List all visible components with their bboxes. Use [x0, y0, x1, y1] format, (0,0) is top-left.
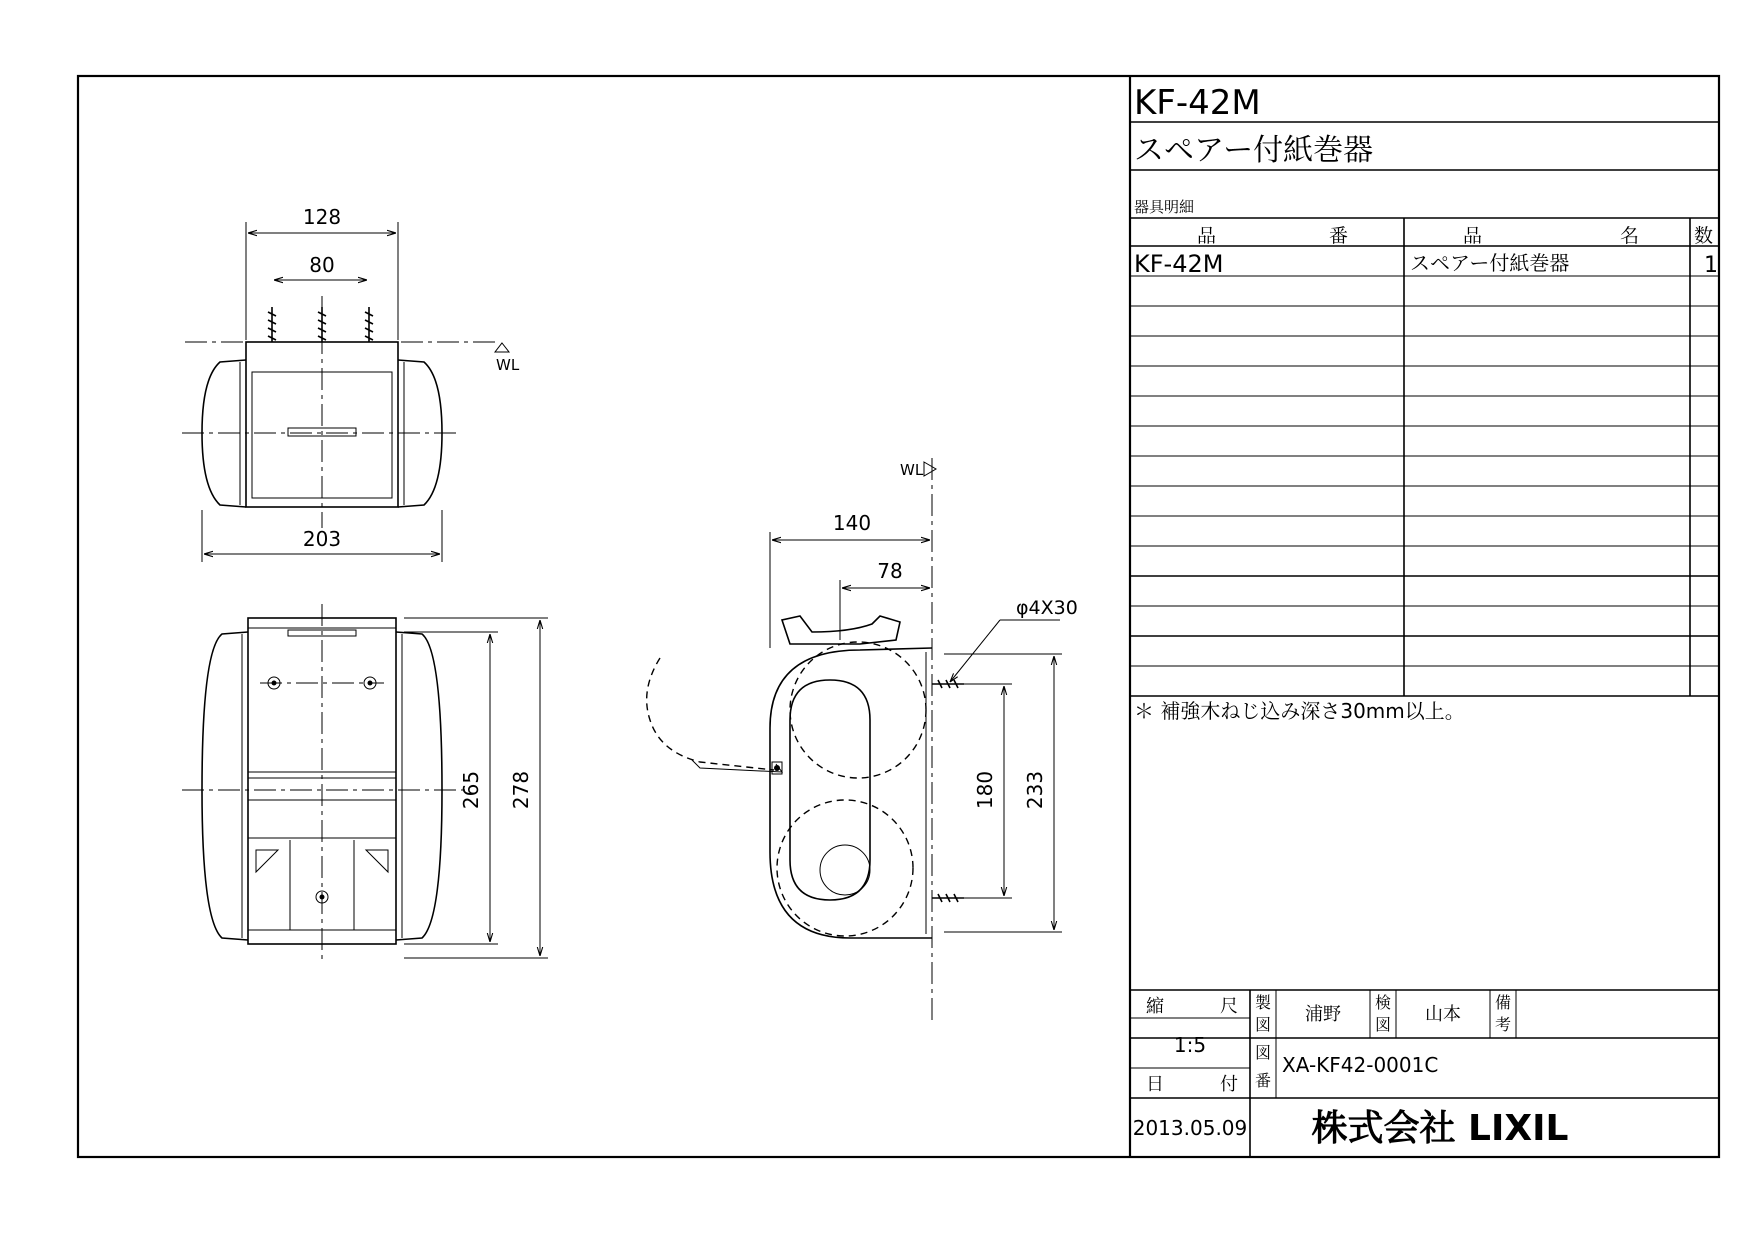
scale-label-b: 尺	[1220, 996, 1238, 1017]
dim-233: 233	[1023, 770, 1047, 810]
front-view	[182, 604, 548, 960]
revision-block	[1130, 990, 1719, 1157]
remarks-label-a: 備	[1495, 993, 1512, 1012]
model-number: KF-42M	[1134, 83, 1261, 123]
col-part-no-a: 品	[1197, 225, 1217, 247]
dim-78: 78	[877, 559, 903, 583]
checked-label-a: 検	[1375, 993, 1392, 1012]
drawn-label-a: 製	[1255, 993, 1272, 1012]
screw-spec-label: φ4X30	[1016, 597, 1078, 619]
top-view	[182, 205, 520, 562]
dim-203: 203	[302, 527, 342, 551]
dim-180: 180	[973, 770, 997, 810]
company-name: 株式会社 LIXIL	[1311, 1108, 1569, 1149]
top-view-wl-label: WL	[496, 356, 520, 374]
date-label-b: 付	[1220, 1074, 1238, 1095]
row-qty: 1	[1704, 253, 1718, 278]
parts-list-table	[1130, 218, 1719, 696]
row-name: スペアー付紙巻器	[1410, 251, 1570, 275]
mounting-screws-icon	[268, 307, 373, 342]
dim-265: 265	[459, 770, 483, 810]
date-value: 2013.05.09	[1132, 1116, 1248, 1140]
dim-80: 80	[309, 253, 335, 277]
date-label-a: 日	[1146, 1074, 1164, 1095]
drawn-label-b: 図	[1255, 1015, 1272, 1034]
checked-by: 山本	[1425, 1004, 1461, 1025]
scale-label-a: 縮	[1146, 996, 1164, 1017]
drawing-number: XA-KF42-0001C	[1282, 1053, 1439, 1077]
drawing-no-label-b: 番	[1255, 1071, 1272, 1090]
drawn-by: 浦野	[1305, 1004, 1341, 1025]
dim-128: 128	[302, 205, 342, 229]
checked-label-b: 図	[1375, 1015, 1392, 1034]
title-block	[1130, 83, 1719, 1157]
col-name-a: 品	[1463, 225, 1483, 247]
remarks-label-b: 考	[1495, 1015, 1512, 1034]
side-view	[647, 458, 1078, 1022]
col-part-no-b: 番	[1329, 225, 1349, 247]
col-qty: 数	[1694, 225, 1714, 247]
product-title: スペアー付紙巻器	[1134, 133, 1374, 168]
dim-278: 278	[509, 770, 533, 810]
scale-value: 1:5	[1173, 1033, 1207, 1057]
dim-140: 140	[832, 511, 872, 535]
drawing-no-label-a: 図	[1255, 1043, 1272, 1062]
col-name-b: 名	[1620, 225, 1640, 247]
parts-list-heading: 器具明細	[1134, 198, 1195, 216]
installation-note: ＊ 補強木ねじ込み深さ30mm以上。	[1134, 699, 1465, 723]
side-view-wl-label: WL	[900, 461, 924, 479]
row-part-no: KF-42M	[1134, 250, 1224, 278]
